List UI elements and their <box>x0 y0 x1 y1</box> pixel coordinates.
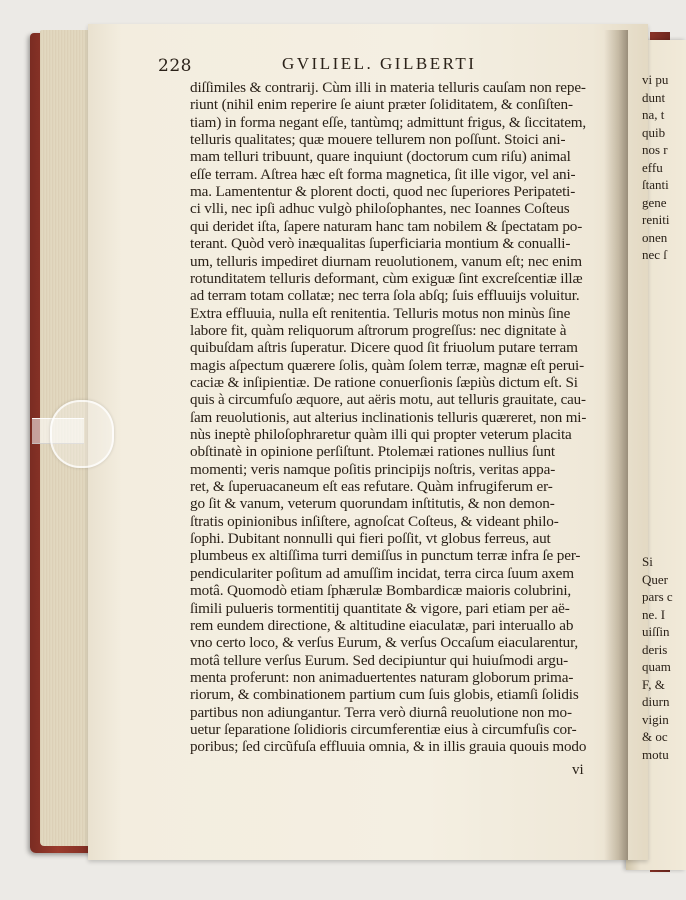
right-page-line: motu <box>642 746 669 762</box>
text-line: labore fit, quàm reliquorum aſtrorum progreſſus: nec dignitate à <box>190 321 567 339</box>
text-line: motâ tellure verſus Eurum. Sed decipiuntur qui huiuſmodi argu- <box>190 651 569 669</box>
text-line: ſimili pulueris tormentitij quantitate & vigore, pari etiam per aë- <box>190 599 570 617</box>
text-line: plumbeus ex altiſſima turri demiſſus in punctum terræ infra ſe per- <box>190 547 581 565</box>
right-page-line: reniti <box>642 212 670 227</box>
text-line: diſſimiles & contrarij. Cùm illi in materia telluris cauſam non repe- <box>190 79 586 96</box>
right-page-line: na, t <box>642 107 665 122</box>
text-line: ſam reuolutionis, aut alterius inclinationis telluris quæreret, non mi- <box>190 408 587 426</box>
text-line: rotunditatem telluris deformant, cùm exiguæ ſint excreſcentiæ illæ <box>190 269 583 287</box>
right-page-line: Quer <box>642 571 668 587</box>
page-number: 228 <box>158 56 192 76</box>
right-page-line: gene <box>642 194 667 210</box>
right-page-line: quib <box>642 124 666 140</box>
text-line: riorum, & combinationem partium cum ſuis globis, etiamſi ſolidis <box>190 686 579 704</box>
right-page-line: pars c <box>642 589 673 604</box>
right-page-line: ſtanti <box>642 177 669 192</box>
text-line: ſophi. Dubitant nonnulli qui fieri poſſit, vt globus ferreus, aut <box>190 530 551 548</box>
text-line: telluris qualitates; quæ mouere tellurem non poſſunt. Stoici ani- <box>190 131 566 149</box>
text-line: terant. Quòd verò inæqualitas ſuperficiaria montium & conualli- <box>190 235 571 253</box>
right-page-line: uiſſin <box>642 624 670 639</box>
text-line: Extra effluuia, nulla eſt renitentia. Telluris motus non minùs ſine <box>190 304 571 322</box>
text-line: uetur ſeparatione ſolidioris circumferentiæ eius à circumfuſis cor- <box>190 720 577 738</box>
right-page-line: diurn <box>642 694 670 709</box>
text-line: momenti; veris namque poſitis principijs noſtris, veritas appa- <box>190 460 556 478</box>
text-line: quibuſdam aſtris ſuperatur. Dicere quod ſit friuolum putare terram <box>190 339 578 357</box>
text-line: qui deridet iſta, ſapere naturam hanc tam nobilem & ſpectatam po- <box>190 217 583 235</box>
text-line: motâ. Quomodò etiam ſphærulæ Bombardicæ maioris colubrini, <box>190 582 572 600</box>
text-line: eſſe terram. Aſtrea hæc eſt forma magnetica, ſit ille vigor, vel ani- <box>190 165 576 183</box>
text-line: vno certo loco, & verſus Eurum, & verſus Occaſum eiacularentur, <box>190 634 579 652</box>
text-line: quis à circumfuſo æquore, aut aëris motu, aut telluris grauitate, cau- <box>190 391 586 409</box>
text-line: partibus non adiungantur. Terra verò diurnâ reuolutione non mo- <box>190 703 572 721</box>
text-line: rem eundem directione, & altitudine eiaculatæ, pari interuallo ab <box>190 616 574 634</box>
text-line: ad terram totam collatæ; nec terra ſola abſq; ſuis effluuijs voluitur. <box>190 287 580 305</box>
book-gutter <box>604 30 628 860</box>
right-page-line: & oc <box>642 729 668 744</box>
text-line: go ſit & vanum, veterum quorundam inſtitutis, & non demon- <box>190 495 555 513</box>
right-page-line: F, & <box>642 676 665 692</box>
text-line: obſtinatè in opinione perſiſtunt. Ptolemæi rationes nullius ſunt <box>190 443 555 461</box>
text-line: poribus; ſed circũfuſa effluuia omnia, & in illis grauia quouis modo <box>190 738 587 756</box>
catch-word: vi <box>572 762 584 778</box>
right-page-line: onen <box>642 229 668 245</box>
right-page-line: quam <box>642 659 671 674</box>
text-line: caciæ & inſipientiæ. De ratione conuerſionis ſæpiùs dictum eſt. Si <box>190 373 578 391</box>
text-line: nùs ineptè philoſophraretur quàm illi qui propter veterum placita <box>190 426 572 443</box>
text-line: mam telluri tribuunt, quare inquiunt (doctorum cum riſu) animal <box>190 148 571 166</box>
right-page-line: Si <box>642 554 653 569</box>
right-page-line: dunt <box>642 89 666 105</box>
text-line: riunt (nihil enim reperire ſe aiunt præter ſoliditatem, & conſiſten- <box>190 96 573 114</box>
right-page-line: nos r <box>642 142 668 157</box>
text-line: magis aſpectum quærere ſolis, quàm ſolem terræ, magnæ eſt perui- <box>190 356 585 374</box>
text-line: ret, & ſuperuacaneum eſt eas refutare. Quàm infrugiferum er- <box>190 478 553 496</box>
right-page-line: ne. I <box>642 606 666 622</box>
right-page-line: effu <box>642 159 663 175</box>
page-clip <box>50 400 114 468</box>
text-line: ſtratis opinionibus inſiſtere, agnoſcat Coſteus, & videant philo- <box>190 512 559 530</box>
text-line: ma. Lamententur & plorent docti, quod nec ſuperiores Peripateti- <box>190 183 576 201</box>
text-line: um, telluris impediret diurnam reuolutionem, vanum eſt; nec enim <box>190 252 582 270</box>
right-page-line: vigin <box>642 711 669 727</box>
text-line: menta proferunt: non animaduertentes naturam globorum prima- <box>190 668 574 686</box>
running-head: GVILIEL. GILBERTI <box>282 54 477 73</box>
right-page-line: nec ſ <box>642 247 667 262</box>
text-line: ci vlli, nec ipſi adhuc vulgò philoſophantes, nec Ioannes Coſteus <box>190 200 570 218</box>
text-line: tiam) in forma negant eſſe, tantùmq; admittunt frigus, & ſiccitatem, <box>190 113 587 131</box>
right-page-line: deris <box>642 641 668 657</box>
right-page-line: vi pu <box>642 72 669 87</box>
text-line: pendiculariter poſitum ad amuſſim incidat, terra circa ſuum axem <box>190 564 574 582</box>
